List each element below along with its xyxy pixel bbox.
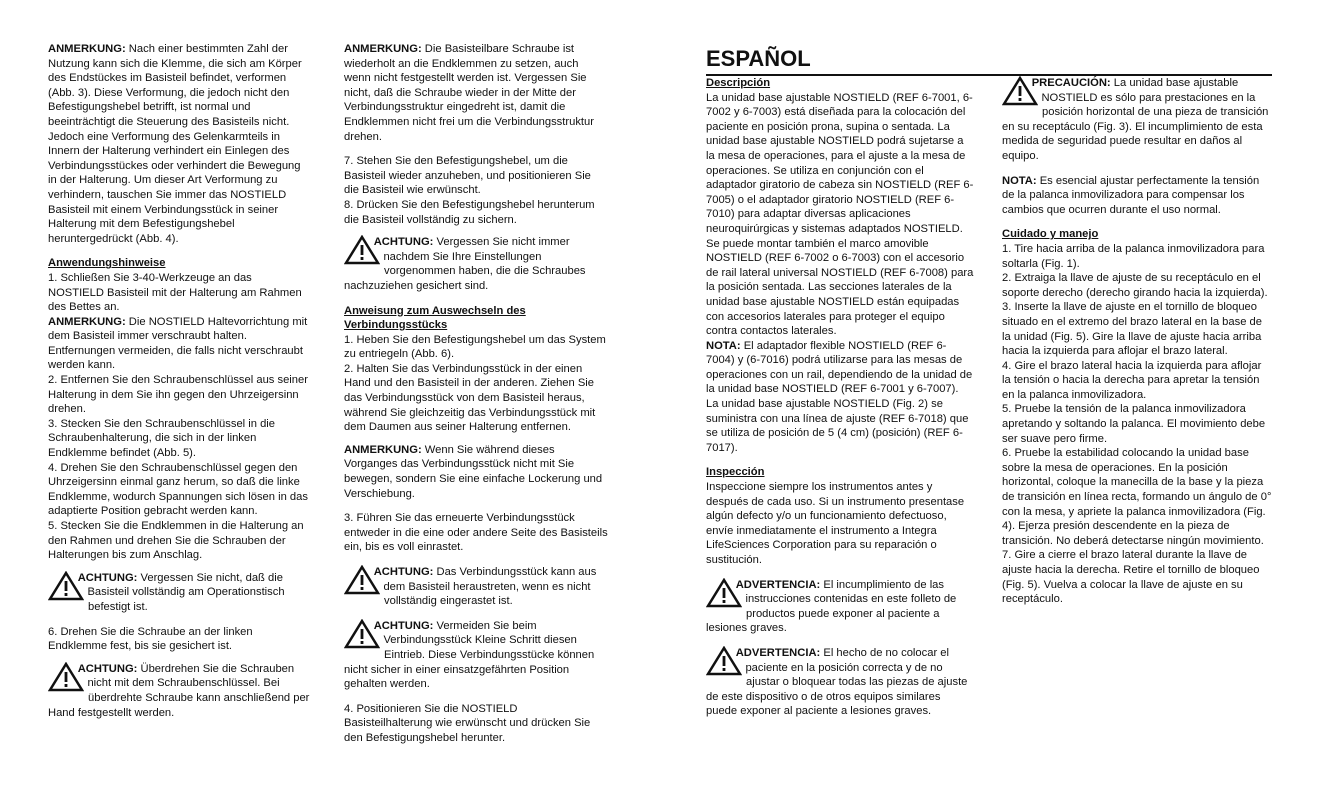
spanish-section-title: ESPAÑOL [706, 44, 1272, 76]
note-text: El adaptador flexible NOSTIELD (REF 6-7004) y (6-7016) podrá utilizarse para las mesas de operaciones con un rail, dependiendo de la unidad de la unidad base NOSTIELD (REF 6-7001 y 6-7007). La unidad base ajustable NOSTIELD (Fig. 2) se suministra con una línea de ajuste (REF 6-7018) que se utiliza de posición de 5 (4 cm) (posición) (REF 6-7017). [706, 339, 973, 454]
warning-label: ACHTUNG: [373, 236, 434, 249]
section-heading-usage: Anwendungshinweise [48, 257, 166, 270]
step-item: 3. Inserte la llave de ajuste en el tornillo de bloqueo situado en el extremo del brazo lateral en la base de la unidad (Fig. 5). Gire la llave de ajuste hacia arriba hacia la izquierda para aflojar el brazo lateral. [1002, 301, 1262, 358]
step-item: 1. Heben Sie den Befestigungshebel um das System zu entriegeln (Abb. 6). [344, 333, 606, 361]
warning-text: Vergessen Sie nicht, daß die Basisteil vollständig am Operationstisch befestigt ist. [87, 571, 285, 613]
inspection-paragraph: Inspeccione siempre los instrumentos antes y después de cada uso. Si un instrumento presentase algún defecto y/o un funcionamiento defectuoso, envíe inmediatamente el instrumento a Integra LifeSciences Corporation para su reparación o sustitución. [706, 481, 965, 566]
warning-label: ADVERTENCIA: [735, 646, 821, 659]
note-label: ANMERKUNG: [48, 43, 126, 55]
warning-label: ACHTUNG: [77, 662, 138, 675]
step-item: 3. Stecken Sie den Schraubenschlüssel in die Schraubenhalterung, die sich in der linken Endklemme befindet (Abb. 5). [48, 417, 276, 460]
step-item: 6. Pruebe la estabilidad colocando la unidad base sobre la mesa de operaciones. En la posición horizontal, coloque la manecilla de la base y la pieza de transición en línea recta, formando un ángulo de 0° con la mesa, y apriete la palanca inmovilizadora (Fig. 4). Ejerza presión descendente en la pieza de transición. No deberá detectarse ningún movimiento. [1002, 447, 1272, 547]
step-item: 4. Positionieren Sie die NOSTIELD Basisteilhalterung wie erwünscht und drücken Sie den Befestigungshebel herunter. [344, 702, 591, 744]
description-paragraph: La unidad base ajustable NOSTIELD (REF 6-7001, 6-7002 y 6-7003) está diseñada para la colocación del paciente en posición prona, supina o sentada. La unidad base ajustable NOSTIELD podrá sujetarse a la mesa de operaciones, para el ajuste a la mesa de operaciones. Se utiliza en conjunción con el adaptador giratorio de cabeza sin NOSTIELD (REF 6-7005) o el adaptador giratorio NOSTIELD (REF 6-7010) para adaptar diversas aplicaciones neuroquirúrgicas y sistemas adaptados NOSTIELD. Se puede montar también el marco amovible NOSTIELD (REF 6-7002 o 6-7003) con el accesorio de rail lateral universal NOSTIELD (REF 6-7008) para la posición sentada. Las secciones laterales de la unidad base ajustable NOSTIELD están equipadas con accesorios laterales para proteger el equipo contra contactos laterales. [706, 91, 974, 338]
note-text: Die Basisteilbare Schraube ist wiederholt an die Endklemmen zu setzen, auch wenn nicht festgestellt werden ist. Vergessen Sie nicht, daß die Schraube wieder in der Mitte der Verbindungsstruktur eingedreht ist, damit die Endklemmen nicht frei um die Verbindungsstruktur drehen. [344, 43, 594, 143]
warning-block [344, 565, 608, 609]
warning-label: ADVERTENCIA: [735, 578, 821, 591]
note-paragraph [1002, 174, 1272, 218]
spanish-column-right [1002, 76, 1272, 607]
note-paragraph [344, 443, 608, 501]
warning-block [48, 571, 310, 615]
warning-text: Überdrehen Sie die Schrauben nicht mit dem Schraubenschlüssel. Bei überdrehte Schraube kann anschließend per Hand festgestellt werden. [48, 662, 310, 719]
warning-text: Vermeiden Sie beim Verbindungsstück Kleine Schritt diesen Eintrieb. Diese Verbindungsstücke können nicht sicher in einer einsatzgefährten Position gehalten werden. [344, 619, 595, 691]
note-text: Es esencial ajustar perfectamente la tensión de la palanca inmovilizadora para compensar los cambios que ocurren durante el uso normal. [1002, 174, 1260, 216]
section-heading-inspection: Inspección [706, 466, 765, 479]
warning-block [1002, 76, 1272, 164]
step-item: 2. Extraiga la llave de ajuste de su receptáculo en el soporte derecho (derecho girando hacia la izquierda). [1002, 272, 1268, 299]
section-heading-care: Cuidado y manejo [1002, 228, 1099, 241]
german-column-right [344, 42, 608, 746]
step-item: 6. Drehen Sie die Schraube an der linken Endklemme fest, bis sie gesichert ist. [48, 625, 253, 653]
step-item: 7. Gire a cierre el brazo lateral durante la llave de ajuste hacia la derecha. Retire el tornillo de bloqueo (Fig. 5). Vuelva a colocar la llave de ajuste en su receptáculo. [1002, 549, 1260, 606]
step-item: 1. Tire hacia arriba de la palanca inmovilizadora para soltarla (Fig. 1). [1002, 242, 1265, 270]
warning-text: La unidad base ajustable NOSTIELD es sólo para prestaciones en la posición horizontal de una pieza de transición en su receptáculo (Fig. 3). El incumplimiento de esta medida de seguridad puede resultar en daños al equipo. [1002, 77, 1269, 162]
warning-text: El hecho de no colocar el paciente en la posición correcta y de no ajustar o bloquear todas las piezas de ajuste de este dispositivo o de otros equipos similares puede exponer al paciente a lesiones graves. [706, 646, 968, 718]
step-item: 4. Gire el brazo lateral hacia la izquierda para aflojar la tensión o hacia la derecha para apretar la tensión en la palanca inmovilizadora. [1002, 359, 1262, 401]
warning-block [48, 662, 310, 720]
note-label: ANMERKUNG: [344, 443, 422, 456]
note-text: Nach einer bestimmten Zahl der Nutzung kann sich die Klemme, die sich am Körper des Endstückes im Basisteil befindet, verformen (Abb. 3). Diese Verformung, die jedoch nicht den Befestigungshebel betrifft, ist normal und beeinträchtigt die Steuerung des Basisteils nicht. Jedoch eine Verformung des Gelenkarmteils in Innern der Halterung verhindert ein Einlegen des Verbindungsstückes oder verhindert die Bewegung in der Halterung. Um dieser Art Verformung zu verhindern, tauschen Sie immer das NOSTIELD Basisteil mit einem Verbindungsstück in seiner Halterung mit dem Befestigungshebel heruntergedrückt (Abb. 4). [48, 43, 302, 245]
german-column-left [48, 42, 310, 730]
note-label: NOTA: [706, 339, 741, 352]
section-heading-connector: Anweisung zum Auswechseln des Verbindungsstücks [344, 304, 526, 332]
note-paragraph [706, 339, 974, 456]
note-label: ANMERKUNG: [48, 315, 126, 328]
warning-text: El incumplimiento de las instrucciones contenidas en este folleto de productos puede exponer al paciente a lesiones graves. [706, 578, 957, 635]
step-item: 5. Stecken Sie die Endklemmen in die Halterung an den Rahmen und drehen Sie die Schrauben der Halterungen bis zum Anschlag. [48, 520, 304, 562]
step-item: 5. Pruebe la tensión de la palanca inmovilizadora apretando y soltando la palanca. El movimiento debe ser suave pero firme. [1002, 403, 1266, 445]
warning-label: ACHTUNG: [77, 571, 138, 584]
section-heading-description: Descripción [706, 77, 771, 89]
note-paragraph [48, 42, 310, 246]
step-item: 2. Halten Sie das Verbindungsstück in der einen Hand und den Basisteil in der anderen. Ziehen Sie das Verbindungsstück von dem Basisteil heraus, während Sie gleichzeitig das Verbindungsstück mit dem Daumen aus seiner Halterung entfernen. [344, 362, 596, 434]
step-item: 8. Drücken Sie den Befestigungshebel herunterum die Basisteil vollständig zu sichern. [344, 198, 595, 226]
warning-block [344, 619, 608, 692]
warning-block [344, 235, 608, 293]
step-item: 7. Stehen Sie den Befestigungshebel, um die Basisteil wieder anzuheben, und positionieren Sie die Basisteil wie erwünscht. [344, 155, 591, 197]
warning-block [706, 646, 974, 719]
warning-text: Das Verbindungsstück kann aus dem Basisteil heraustreten, wenn es nicht vollständig eingerastet ist. [383, 566, 597, 608]
step-item: 4. Drehen Sie den Schraubenschlüssel gegen den Uhrzeigersinn einmal ganz herum, so daß die linke Endklemme, wodurch Spannungen sich lösen in das adaptierte Position gebracht werden kann. [48, 461, 308, 518]
warning-label: PRECAUCIÓN: [1031, 77, 1111, 89]
step-item: 1. Schließen Sie 3-40-Werkzeuge an das NOSTIELD Basisteil mit der Halterung am Rahmen des Bettes an. [48, 271, 302, 314]
warning-label: ACHTUNG: [373, 619, 434, 632]
note-paragraph [48, 315, 310, 373]
note-text: Die NOSTIELD Haltevorrichtung mit dem Basisteil immer verschraubt halten. Entfernungen vermeiden, die falls nicht verschraubt werden kann. [48, 315, 308, 372]
step-item: 3. Führen Sie das erneuerte Verbindungsstück entweder in die eine oder andere Seite des Basisteils ein, bis es voll einrastet. [344, 512, 608, 554]
note-paragraph [344, 42, 608, 144]
note-label: NOTA: [1002, 174, 1037, 187]
step-item: 2. Entfernen Sie den Schraubenschlüssel aus seiner Halterung in dem Sie ihn gegen den Uhrzeigersinn drehen. [48, 374, 308, 416]
warning-block [706, 578, 974, 636]
spanish-column-left [706, 76, 974, 729]
warning-text: Vergessen Sie nicht immer nachdem Sie Ihre Einstellungen vorgenommen haben, die die Schraubes nachzuziehen gesichert sind. [344, 236, 586, 292]
note-text: Wenn Sie während dieses Vorganges das Verbindungsstück nicht mit Sie bewegen, sondern Sie eine einfache Lockerung und Verschiebung. [344, 443, 603, 500]
warning-label: ACHTUNG: [373, 566, 434, 578]
note-label: ANMERKUNG: [344, 43, 422, 55]
